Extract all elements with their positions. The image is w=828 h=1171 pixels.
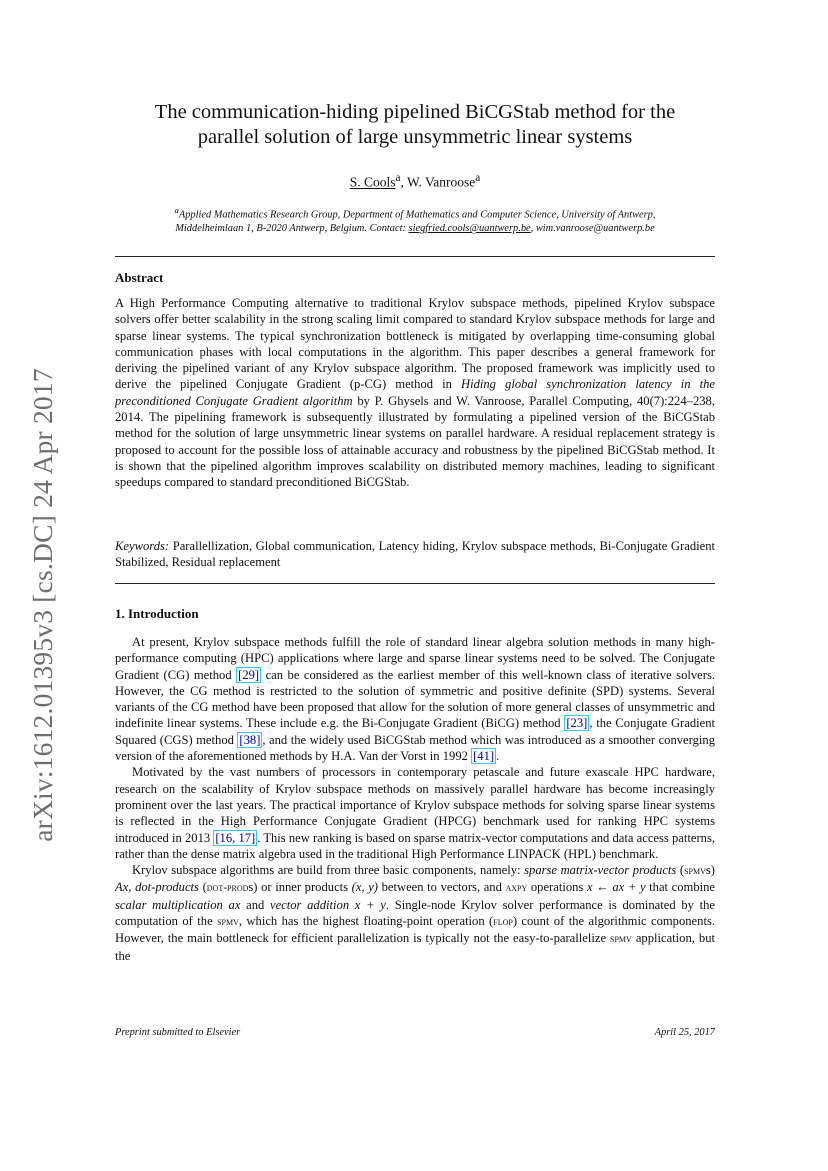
citation-29[interactable]: [29] (238, 667, 260, 682)
author-vanroose: W. Vanroose (407, 174, 476, 190)
abstract-cited-title: Hiding global synchronization latency in the preconditioned Conjugate Gradient algorithm (115, 377, 715, 408)
keywords (115, 538, 715, 571)
affiliation (115, 203, 715, 236)
title-line-1: The communication-hiding pipelined BiCGStab method for the (154, 101, 676, 123)
author-vanroose-affil-mark: a (475, 172, 481, 184)
author-cools[interactable]: S. Cools (349, 174, 396, 190)
footer-date: April 25, 2017 (654, 1027, 715, 1038)
intro-paragraph-1: At present, Krylov subspace methods fulfill the role of standard linear algebra solution methods in many high-performance computing (HPC) applications where large and sparse linear systems need to be solved. The Conjugate Gradient (CG) method [29] can be considered as the earliest member of this well-known class of iterative solvers. However, the CG method is restricted to the solution of symmetric and positive definite (SPD) systems. Several variants of the CG method have been proposed that allow for the solution of more general classes of unsymmetric and indefinite linear systems. These include e.g. the Bi-Conjugate Gradient (BiCG) method [23] , the Conjugate Gradient Squared (CGS) method [38] , and the widely used BiCGStab method which was introduced as a smoother converging version of the aforementioned methods by H.A. Van der Vorst in 1992 [41] . (115, 635, 716, 764)
title-line-2: parallel solution of large unsymmetric linear systems (197, 126, 633, 148)
arxiv-sidebar-stamp (22, 365, 64, 845)
keywords-label: Keywords: (115, 539, 170, 553)
intro-paragraph-2: Motivated by the vast numbers of processors in contemporary petascale and future exascale HPC hardware, research on the scalability of Krylov subspace methods on massively parallel hardware has become increasingly prominent over the last years. The practical importance of Krylov subspace methods for solving sparse linear systems is reflected in the High Performance Conjugate Gradient (HPCG) benchmark used for ranking HPC systems introduced in 2013 [16, 17] . This new ranking is based on sparse matrix-vector computations and data access patterns, rather than the dense matrix algebra used in the traditional High Performance LINPACK (HPL) benchmark. (115, 765, 715, 861)
abstract-heading: Abstract (115, 270, 164, 285)
bottom-rule (115, 583, 715, 584)
abstract-part-2: by P. Ghysels and W. Vanroose, Parallel Computing, 40(7):224–238, 2014. The pipelining framework is subsequently illustrated by formulating a pipelined version of the BiCGStab method for the solution of large unsymmetric linear systems on parallel hardware. A residual replacement strategy is proposed to account for the possible loss of attainable accuracy and robustness by the pipelined BiCGStab method. It is shown that the pipelined algorithm improves scalability on distributed memory machines, leading to significant speedups compared to standard preconditioned BiCGStab. (115, 393, 715, 490)
paper-title (115, 100, 715, 150)
page-footer (115, 1027, 715, 1038)
citation-41[interactable]: [41] (473, 749, 495, 764)
abstract-part-1: A High Performance Computing alternative to traditional Krylov subspace methods, pipelined Krylov subspace solvers offer better scalability in the strong scaling limit compared to standard Krylov subspace methods for large and sparse linear systems. The typical synchronization bottleneck is mitigated by overlapping time-consuming global communication phases with local computations in the algorithm. This paper describes a general framework for deriving the pipelined variant of any Krylov subspace algorithm. The proposed framework was implicitly used to derive the pipelined Conjugate Gradient (p-CG) method in (115, 296, 715, 392)
top-rule (115, 256, 715, 257)
citation-38[interactable]: [38] (239, 732, 261, 747)
citation-23[interactable]: [23] (566, 716, 588, 731)
affil-mark: a (174, 205, 179, 215)
citation-16-17[interactable]: [16, 17] (215, 830, 256, 845)
contact-email-link[interactable]: siegfried.cools@uantwerp.be (408, 223, 531, 235)
affil-line-2-prefix: Middelheimlaan 1, B-2020 Antwerp, Belgium. Contact: (175, 223, 409, 235)
section-heading-introduction: 1. Introduction (115, 606, 199, 621)
author-separator: , (400, 174, 408, 190)
affil-line-2-suffix: , wim.vanroose@uantwerp.be (530, 223, 655, 235)
footer-preprint-note: Preprint submitted to Elsevier (115, 1027, 241, 1038)
affil-line-1: Applied Mathematics Research Group, Department of Mathematics and Computer Science, University of Antwerp, (178, 209, 656, 221)
keywords-list: Parallellization, Global communication, Latency hiding, Krylov subspace methods, Bi-Conjugate Gradient Stabilized, Residual replacement (115, 539, 715, 570)
introduction-body (115, 634, 715, 964)
abstract-body (115, 295, 715, 491)
author-cools-affil-mark: a (395, 172, 401, 184)
arxiv-identifier: arXiv:1612.01395v3 [cs.DC] 24 Apr 2017 (27, 368, 58, 842)
author-list (115, 172, 715, 191)
intro-paragraph-3: Krylov subspace algorithms are build from three basic components, namely: sparse matrix-vector products (spmvs) Ax, dot-products (dot-prods) or inner products (x, y) between to vectors, and axpy operations x ← ax + y that combine scalar multiplication ax and vector addition x + y. Single-node Krylov solver performance is dominated by the computation of the spmv, which has the highest floating-point operation (flop) count of the algorithmic components. However, the main bottleneck for efficient parallelization is typically not the easy-to-parallelize spmv application, but the (115, 863, 716, 963)
